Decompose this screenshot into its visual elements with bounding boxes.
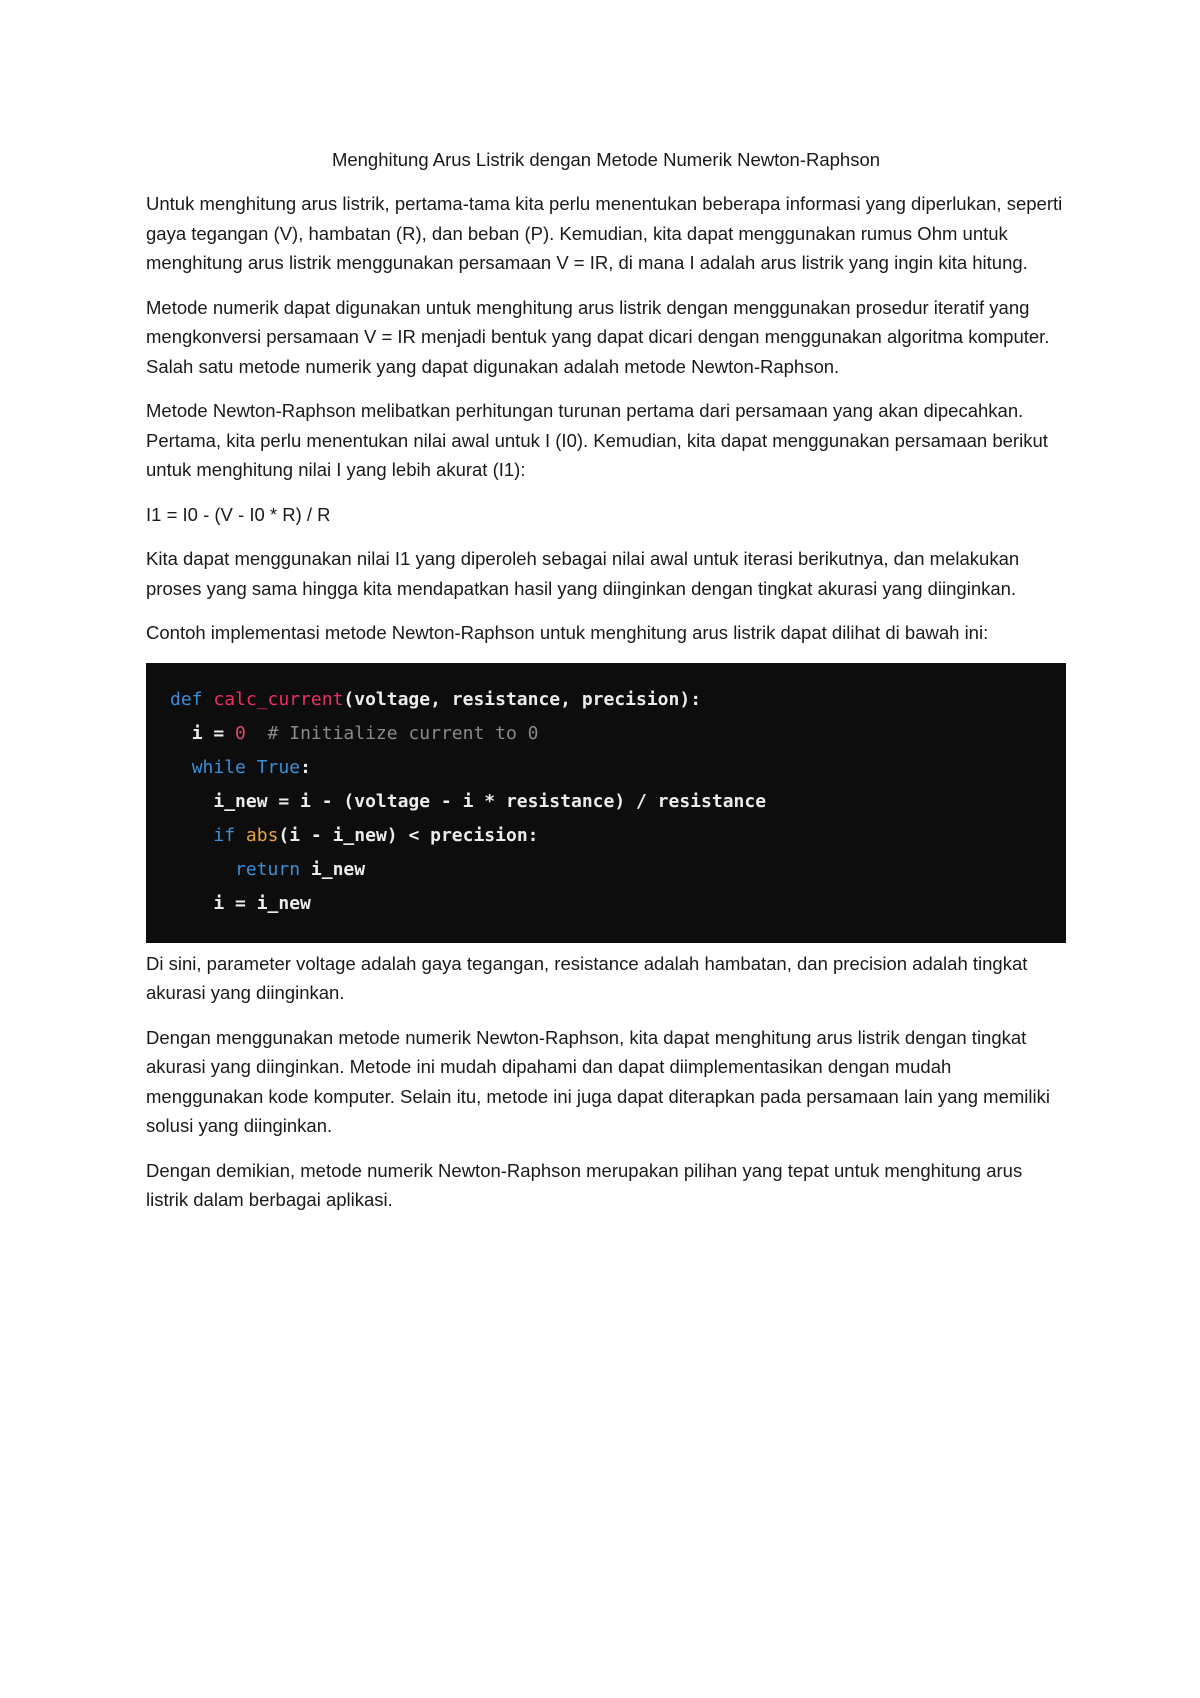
code-keyword: return [235, 858, 301, 880]
document-page [146, 146, 1066, 1230]
code-indent [170, 825, 213, 846]
code-number: 0 [235, 722, 246, 744]
code-text: i_new = i - (voltage - i * resistance) / resistance [213, 790, 767, 812]
code-text: (i - i_new) < precision: [278, 824, 539, 846]
code-block [146, 663, 1066, 943]
code-indent [170, 859, 235, 880]
code-indent [170, 791, 213, 812]
code-builtin: abs [245, 824, 279, 846]
paragraph-iteration: Kita dapat menggunakan nilai I1 yang diperoleh sebagai nilai awal untuk iterasi berikutnya, dan melakukan proses yang sama hingga kita mendapatkan hasil yang diinginkan dengan tingkat akurasi yang diinginkan. [146, 548, 1020, 599]
code-line-1 [170, 683, 1044, 717]
code-text: i = i_new [213, 892, 311, 914]
code-line-6 [170, 853, 1044, 887]
code-comment: # Initialize current to 0 [245, 722, 539, 744]
formula-line: I1 = I0 - (V - I0 * R) / R [146, 503, 331, 525]
paragraph-conclusion: Dengan demikian, metode numerik Newton-Raphson merupakan pilihan yang tepat untuk menghitung arus listrik dalam berbagai aplikasi. [146, 1159, 1023, 1210]
paragraph-intro: Untuk menghitung arus listrik, pertama-tama kita perlu menentukan beberapa informasi yang diperlukan, seperti gaya tegangan (V), hambatan (R), dan beban (P). Kemudian, kita dapat menggunakan rumus Ohm untuk menghitung arus listrik menggunakan persamaan V = IR, di mana I adalah arus listrik yang ingin kita hitung. [146, 193, 1063, 273]
code-text: i = [191, 722, 236, 744]
paragraph-example-intro: Contoh implementasi metode Newton-Raphson untuk menghitung arus listrik dapat dilihat di bawah ini: [146, 622, 989, 643]
code-line-2 [170, 717, 1044, 751]
code-keyword: if [213, 824, 236, 846]
paragraph-numeric-method: Metode numerik dapat digunakan untuk menghitung arus listrik dengan menggunakan prosedur iteratif yang mengkonversi persamaan V = IR menjadi bentuk yang dapat dicari dengan menggunakan algoritma komputer. Salah satu metode numerik yang dapat digunakan adalah metode Newton-Raphson. [146, 296, 1050, 377]
code-line-5 [170, 819, 1044, 853]
code-function-name: calc_current [213, 688, 344, 710]
paragraph-benefits: Dengan menggunakan metode numerik Newton-Raphson, kita dapat menghitung arus listrik dengan tingkat akurasi yang diinginkan. Metode ini mudah dipahami dan dapat diimplementasikan dengan mudah menggunakan kode komputer. Selain itu, metode ini juga dapat diterapkan pada persamaan lain yang memiliki solusi yang diinginkan. [146, 1026, 1050, 1136]
code-indent [170, 757, 192, 778]
code-indent [170, 723, 192, 744]
code-line-3 [170, 751, 1044, 785]
paragraph-newton-raphson: Metode Newton-Raphson melibatkan perhitungan turunan pertama dari persamaan yang akan dipecahkan. Pertama, kita perlu menentukan nilai awal untuk I (I0). Kemudian, kita dapat menggunakan persamaan berikut untuk menghitung nilai I yang lebih akurat (I1): [146, 400, 1048, 480]
code-keyword: while True [191, 756, 301, 778]
code-line-4 [170, 785, 1044, 819]
code-text: (voltage, resistance, precision): [343, 688, 702, 710]
paragraph-parameters: Di sini, parameter voltage adalah gaya tegangan, resistance adalah hambatan, dan precision adalah tingkat akurasi yang diinginkan. [146, 952, 1028, 1003]
code-text: i_new [300, 858, 366, 880]
code-line-7 [170, 887, 1044, 921]
document-title: Menghitung Arus Listrik dengan Metode Numerik Newton-Raphson [331, 149, 881, 170]
code-keyword: def [170, 688, 203, 710]
code-text: : [300, 756, 311, 778]
code-indent [170, 893, 213, 914]
